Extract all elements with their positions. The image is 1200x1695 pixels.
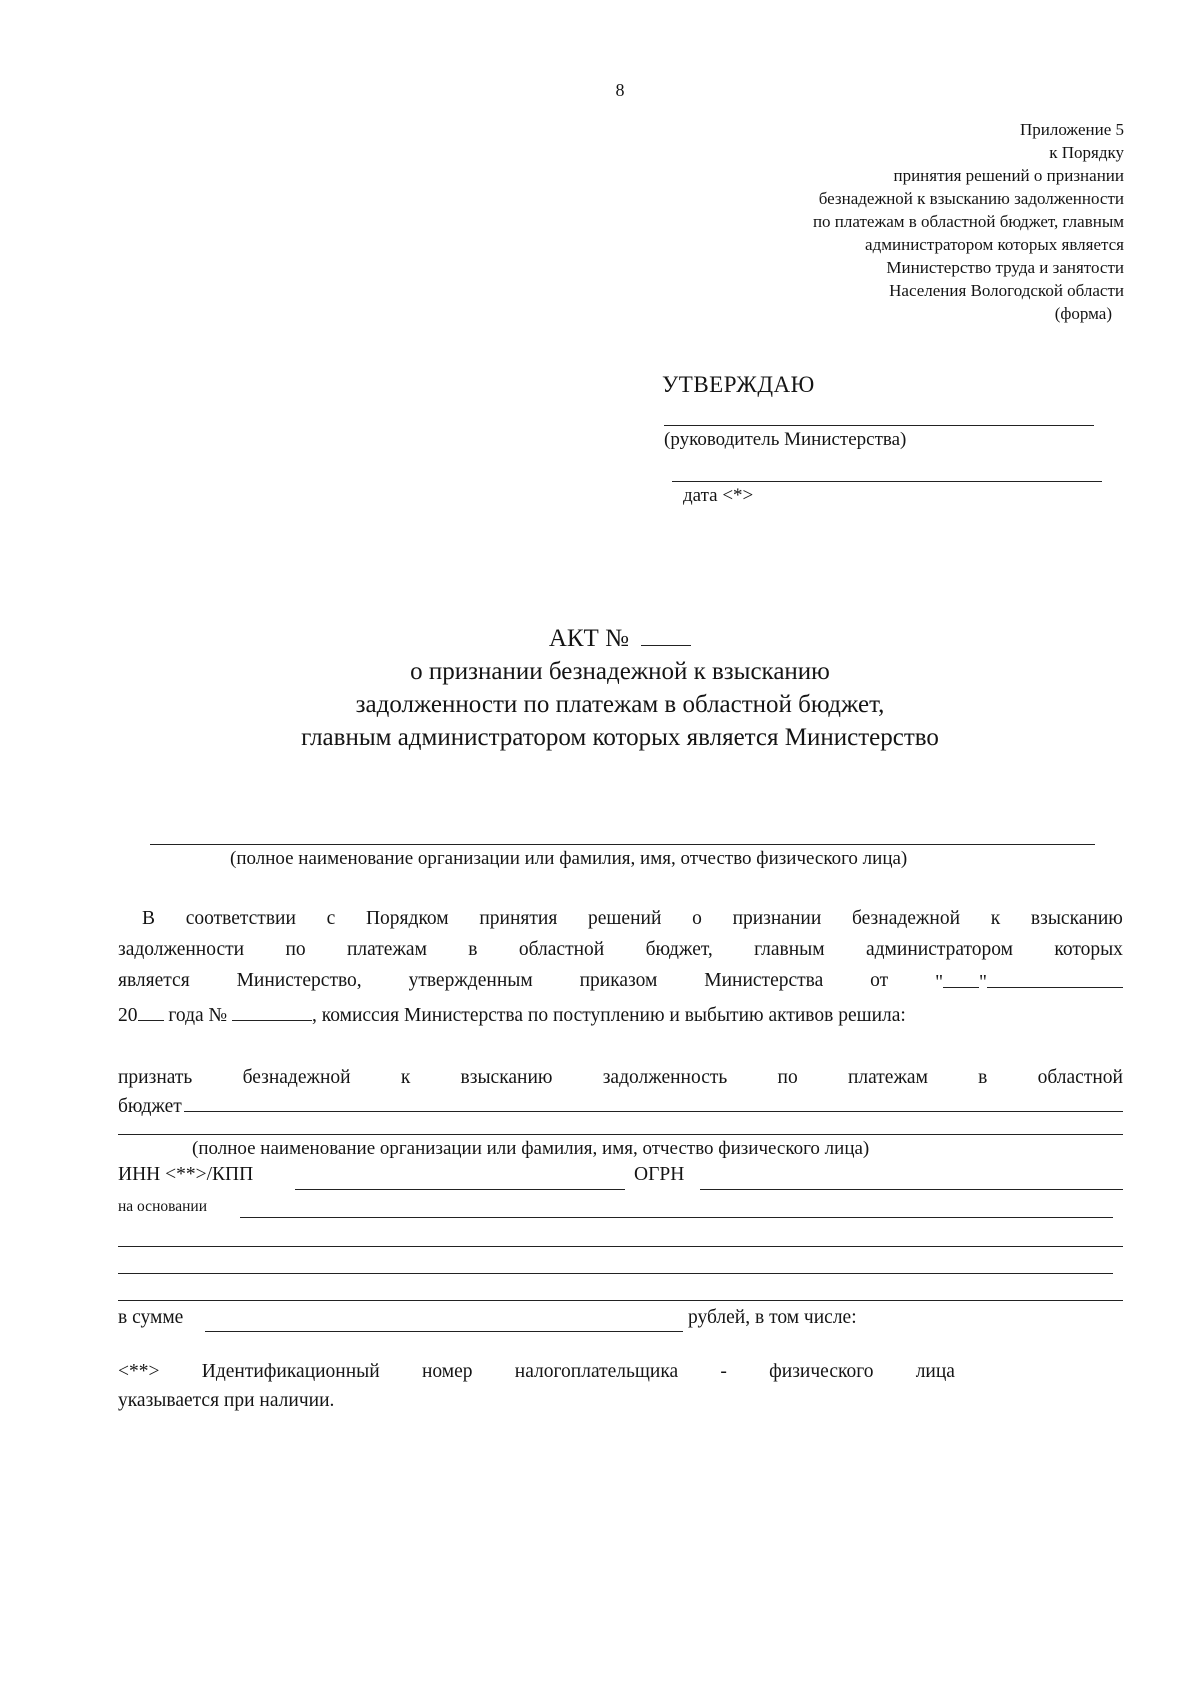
act-title-line: о признании безнадежной к взысканию — [410, 658, 830, 685]
footnote — [118, 1357, 955, 1415]
word: платежам — [847, 1067, 928, 1088]
act-title-line: главным администратором которых является Министерство — [301, 724, 939, 751]
paragraph-line — [118, 934, 1123, 965]
word: областной — [1037, 1067, 1123, 1088]
year-blank[interactable] — [138, 998, 164, 1021]
word: налогоплательщика — [514, 1361, 679, 1382]
approval-title: УТВЕРЖДАЮ — [662, 372, 815, 397]
word: лица — [915, 1361, 955, 1382]
decision-line — [118, 1062, 1123, 1093]
word: признать — [118, 1067, 193, 1088]
word: безнадежной — [852, 908, 961, 929]
paragraph-line — [118, 965, 1123, 998]
ogrn-field[interactable] — [700, 1189, 1123, 1190]
word: в — [978, 1067, 988, 1088]
word: утвержденным — [408, 970, 533, 991]
inn-field[interactable] — [295, 1189, 625, 1190]
page-number: 8 — [615, 80, 625, 100]
word: в — [468, 939, 478, 960]
order-month-blank[interactable] — [987, 965, 1123, 988]
word: взысканию — [460, 1067, 553, 1088]
word: В — [142, 908, 156, 929]
word: решений — [588, 908, 662, 929]
date-caption: дата <*> — [683, 485, 754, 506]
word: физического — [769, 1361, 874, 1382]
word: задолженность — [602, 1067, 728, 1088]
appendix-line: безнадежной к взысканию задолженности — [818, 189, 1124, 208]
quote-close: " — [979, 972, 987, 993]
word: о — [692, 908, 702, 929]
word: взысканию — [1030, 908, 1123, 929]
word: - — [720, 1361, 727, 1382]
paragraph-line — [118, 903, 1123, 934]
word: по — [777, 1067, 798, 1088]
appendix-line: Приложение 5 — [1020, 120, 1124, 139]
appendix-line: администратором которых является — [865, 235, 1124, 254]
quote-open: " — [935, 972, 944, 993]
basis-paragraph — [118, 903, 1123, 1031]
order-number-blank[interactable] — [232, 998, 312, 1021]
word: областной — [518, 939, 605, 960]
word: бюджет, — [645, 939, 713, 960]
word: Порядком — [365, 908, 449, 929]
word: администратором — [865, 939, 1013, 960]
word: к — [400, 1067, 411, 1088]
appendix-line: к Порядку — [1049, 143, 1124, 162]
sum-label: в сумме — [118, 1307, 184, 1328]
appendix-line: по платежам в областной бюджет, главным — [812, 212, 1124, 231]
basis-field-line-2[interactable] — [118, 1246, 1123, 1247]
footnote-line — [118, 1357, 955, 1386]
act-title-line: задолженности по платежам в областной бюджет, — [355, 691, 885, 718]
order-day-blank[interactable] — [943, 965, 979, 988]
sum-field[interactable] — [205, 1331, 683, 1332]
word: приказом — [579, 970, 658, 991]
word: которых — [1054, 939, 1123, 960]
decision-block — [118, 1062, 1123, 1119]
appendix-line: Министерство труда и занятости — [886, 258, 1124, 277]
act-title — [0, 622, 1200, 754]
appendix-line: принятия решений о признании — [893, 166, 1124, 185]
word: по — [285, 939, 306, 960]
word: Министерства — [704, 970, 824, 991]
word: соответствии — [185, 908, 296, 929]
inn-label: ИНН <**>/КПП — [118, 1164, 254, 1185]
act-heading — [0, 622, 1200, 655]
budget-blank[interactable] — [184, 1093, 1123, 1112]
word: платежам — [346, 939, 427, 960]
act-number-blank[interactable] — [641, 623, 691, 646]
word: Министерство, — [236, 970, 362, 991]
paragraph-suffix: , комиссия Министерства по поступлению и выбытию активов решила: — [312, 1005, 906, 1026]
basis-label: на основании — [118, 1198, 207, 1215]
act-heading-text: АКТ № — [548, 625, 629, 652]
organization-caption: (полное наименование организации или фамилия, имя, отчество физического лица) — [230, 848, 908, 869]
word: бюджет — [118, 1096, 182, 1117]
appendix-line: (форма) — [1054, 304, 1112, 323]
year-word: года № — [168, 1005, 228, 1026]
word: главным — [754, 939, 825, 960]
decision-line — [118, 1093, 1123, 1119]
signer-caption: (руководитель Министерства) — [664, 429, 907, 450]
basis-field-line-3[interactable] — [118, 1273, 1113, 1274]
signature-line[interactable] — [664, 425, 1094, 426]
word: принятия — [479, 908, 558, 929]
order-date-field — [935, 965, 1123, 998]
basis-field[interactable] — [240, 1217, 1113, 1218]
word: с — [326, 908, 336, 929]
appendix-header — [813, 118, 1124, 325]
appendix-line: Населения Вологодской области — [889, 281, 1124, 300]
organization-name-line[interactable] — [150, 844, 1095, 845]
word: задолженности — [118, 939, 245, 960]
ogrn-label: ОГРН — [634, 1164, 685, 1185]
word: Идентификационный — [201, 1361, 380, 1382]
paragraph-line — [118, 998, 1123, 1031]
year-prefix: 20 — [118, 1005, 138, 1026]
word: от — [870, 970, 889, 991]
date-line[interactable] — [672, 481, 1102, 482]
organization-caption-2: (полное наименование организации или фамилия, имя, отчество физического лица) — [192, 1138, 870, 1159]
word: безнадежной — [242, 1067, 351, 1088]
sum-suffix: рублей, в том числе: — [688, 1307, 857, 1328]
word: признании — [732, 908, 822, 929]
basis-field-line-4[interactable] — [118, 1300, 1123, 1301]
word: <**> — [118, 1361, 160, 1382]
word: номер — [421, 1361, 473, 1382]
word: является — [118, 970, 190, 991]
organization-name-line-2[interactable] — [118, 1134, 1123, 1135]
word: к — [990, 908, 1001, 929]
footnote-line: указывается при наличии. — [118, 1390, 335, 1411]
